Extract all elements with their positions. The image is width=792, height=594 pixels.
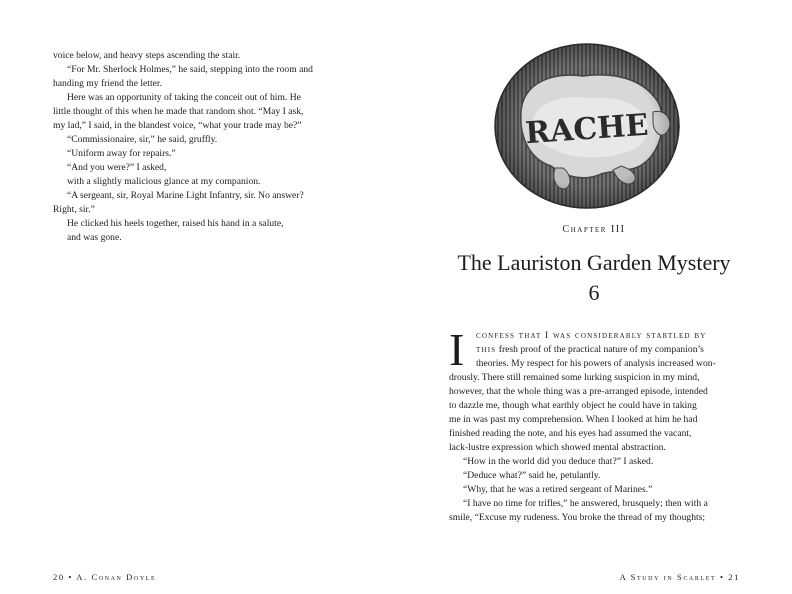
text-line: confess that I was considerably startled by	[476, 330, 707, 341]
text-line: Here was an opportunity of taking the conceit out of him. He	[67, 92, 301, 103]
text-line: little thought of this when he made that random shot. “May I ask,	[53, 106, 304, 117]
text-line: “Commissionaire, sir,” he said, gruffly.	[67, 134, 218, 145]
text-line: “I have no time for trifles,” he answered, brusquely; then with a	[463, 498, 708, 509]
text-fragment: fresh proof of the practical nature of my companion’s	[496, 344, 704, 355]
text-line: “For Mr. Sherlock Holmes,” he said, stepping into the room and	[67, 64, 313, 75]
text-line	[476, 343, 704, 356]
text-line: “How in the world did you deduce that?” I asked.	[463, 456, 654, 467]
text-line: my lad,” I said, in the blandest voice, “what your trade may be?”	[53, 120, 302, 131]
text-line: to dazzle me, though what earthly object he could have in taking	[449, 400, 697, 411]
footer-right: A Study in Scarlet • 21	[619, 572, 740, 582]
text-line: lack-lustre expression which showed mental abstraction.	[449, 442, 666, 453]
text-line: voice below, and heavy steps ascending the stair.	[53, 50, 241, 61]
text-line: handing my friend the letter.	[53, 78, 162, 89]
text-line: me in was past my comprehension. When I looked at him he had	[449, 414, 698, 425]
text-line: “Deduce what?” said he, petulantly.	[463, 470, 601, 481]
text-line: “And you were?” I asked,	[67, 162, 167, 173]
text-line: He clicked his heels together, raised his hand in a salute,	[67, 218, 284, 229]
footer-left: 20 • A. Conan Doyle	[53, 572, 157, 582]
text-line: with a slightly malicious glance at my companion.	[67, 176, 261, 187]
text-line: Right, sir.”	[53, 204, 95, 215]
chapter-number: 6	[588, 280, 600, 305]
small-caps-word: this	[476, 344, 497, 355]
text-line: “Why, that he was a retired sergeant of Marines.”	[463, 484, 653, 495]
rache-illustration	[493, 42, 681, 210]
drop-cap: I	[449, 324, 465, 375]
text-line: smile, “Excuse my rudeness. You broke the thread of my thoughts;	[449, 512, 706, 523]
text-line: drously. There still remained some lurking suspicion in my mind,	[449, 372, 700, 383]
text-line: finished reading the note, and his eyes had assumed the vacant,	[449, 428, 692, 439]
text-line: however, that the whole thing was a pre-arranged episode, intended	[449, 386, 708, 397]
right-page	[396, 0, 792, 594]
text-line: theories. My respect for his powers of analysis increased won-	[476, 358, 716, 369]
text-line: and was gone.	[67, 232, 122, 243]
text-line: “A sergeant, sir, Royal Marine Light Infantry, sir. No answer?	[67, 190, 304, 201]
text-line: “Uniform away for repairs.”	[67, 148, 176, 159]
chapter-label: Chapter III	[562, 224, 626, 235]
chapter-title: The Lauriston Garden Mystery	[457, 250, 731, 275]
